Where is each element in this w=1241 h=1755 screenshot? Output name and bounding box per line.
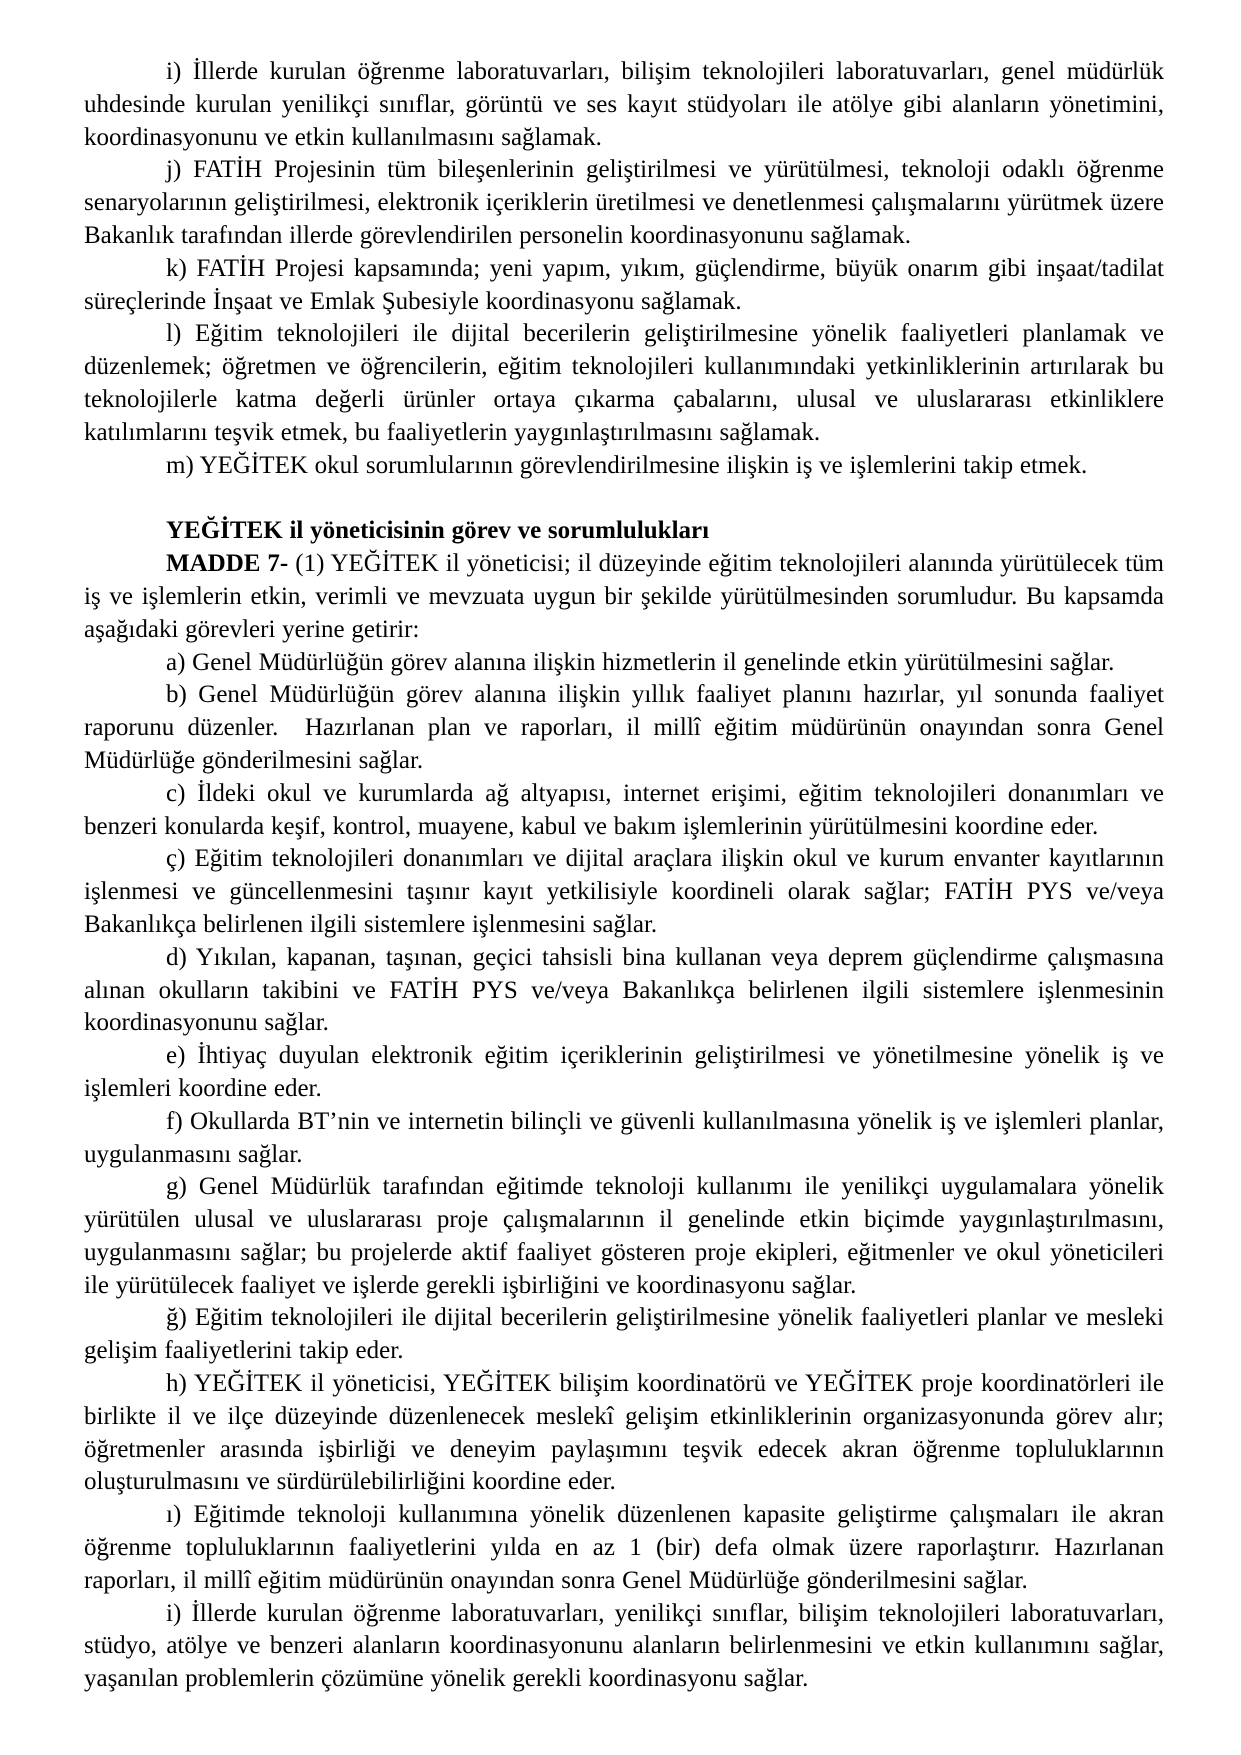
madde-7-label: MADDE 7- — [166, 550, 289, 578]
paragraph-d: d) Yıkılan, kapanan, taşınan, geçici tahsisli bina kullanan veya deprem güçlendirme çalışmasına alınan okulların takibini ve FATİH PYS ve/veya Bakanlıkça belirlenen ilgili sistemlere işlenmesinin koordinasyonunu sağlar. — [84, 943, 1164, 1037]
paragraph-c-cedilla: ç) Eğitim teknolojileri donanımları ve dijital araçlara ilişkin okul ve kurum envanter kayıtlarının işlenmesi ve güncellenmesini taşınır kayıt yetkilisiyle koordineli olarak sağlar; FATİH PYS ve/veya Bakanlıkça belirlenen ilgili sistemlere işlenmesini sağlar. — [84, 845, 1164, 938]
paragraph-i: i) İllerde kurulan öğrenme laboratuvarları, bilişim teknolojileri laboratuvarları, genel müdürlük uhdesinde kurulan yenilikçi sınıflar, görüntü ve ses kayıt stüdyoları ile atölye gibi alanların yönetimini, koordinasyonunu ve etkin kullanılmasını sağlamak. — [84, 58, 1164, 151]
paragraph-l: l) Eğitim teknolojileri ile dijital becerilerin geliştirilmesine yönelik faaliyetleri planlamak ve düzenlemek; öğretmen ve öğrencilerin, eğitim teknolojileri kullanımındaki yetkinliklerinin artırılarak bu teknolojilerle katma değerli ürünler ortaya çıkarma çabalarını, ulusal ve uluslararası etkinliklere katılımlarını teşvik etmek, bu faaliyetlerin yaygınlaştırılmasını sağlamak. — [84, 320, 1164, 446]
paragraph-i-2: i) İllerde kurulan öğrenme laboratuvarları, yenilikçi sınıflar, bilişim teknolojileri laboratuvarları, stüdyo, atölye ve benzeri alanların koordinasyonunu alanların belirlenmesini ve etkin kullanımını sağlar, yaşanılan problemlerin çözümüne yönelik gerekli koordinasyonu sağlar. — [84, 1599, 1164, 1693]
paragraph-g-breve: ğ) Eğitim teknolojileri ile dijital becerilerin geliştirilmesine yönelik faaliyetleri planlar ve mesleki gelişim faaliyetlerini takip eder. — [84, 1304, 1164, 1365]
paragraph-dotless-i: ı) Eğitimde teknoloji kullanımına yönelik düzenlenen kapasite geliştirme çalışmaları ile akran öğrenme topluluklarının faaliyetlerini yılda en az 1 (bir) defa olmak üzere raporlaştırır. Hazırlanan raporları, il millî eğitim müdürünün onayından sonra Genel Müdürlüğe gönderilmesini sağlar. — [84, 1501, 1164, 1594]
section-heading: YEĞİTEK il yöneticisinin görev ve sorumlulukları — [166, 517, 710, 545]
paragraph-f: f) Okullarda BT’nin ve internetin bilinçli ve güvenli kullanılmasına yönelik iş ve işlemleri planlar, uygulanmasını sağlar. — [84, 1107, 1164, 1168]
paragraph-j: j) FATİH Projesinin tüm bileşenlerinin geliştirilmesi ve yürütülmesi, teknoloji odaklı öğrenme senaryolarının geliştirilmesi, elektronik içeriklerin üretilmesi ve denetlenmesi çalışmalarını yürütmek üzere Bakanlık tarafından illerde görevlendirilen personelin koordinasyonunu sağlamak. — [84, 156, 1164, 249]
madde-7-body: (1) YEĞİTEK il yöneticisi; il düzeyinde eğitim teknolojileri alanında yürütülecek tüm iş ve işlemlerin etkin, verimli ve mevzuata uygun bir şekilde yürütülmesinden sorumludur. Bu kapsamda aşağıdaki görevleri yerine getirir: — [84, 550, 1164, 643]
paragraph-k: k) FATİH Projesi kapsamında; yeni yapım, yıkım, güçlendirme, büyük onarım gibi inşaat/tadilat süreçlerinde İnşaat ve Emlak Şubesiyle koordinasyonu sağlamak. — [84, 254, 1164, 315]
paragraph-b: b) Genel Müdürlüğün görev alanına ilişkin yıllık faaliyet planını hazırlar, yıl sonunda faaliyet raporunu düzenler. Hazırlanan plan ve raporları, il millî eğitim müdürünün onayından sonra Genel Müdürlüğe gönderilmesini sağlar. — [84, 681, 1164, 774]
paragraph-g: g) Genel Müdürlük tarafından eğitimde teknoloji kullanımı ile yenilikçi uygulamalara yönelik yürütülen ulusal ve uluslararası proje çalışmalarının il genelinde etkin biçimde yaygınlaştırılmasını, uygulanmasını sağlar; bu projelerde aktif faaliyet gösteren proje ekipleri, eğitmenler ve okul yöneticileri ile yürütülecek faaliyet ve işlerde gerekli işbirliğini ve koordinasyonu sağlar. — [84, 1173, 1164, 1299]
paragraph-madde-7 — [84, 548, 1164, 646]
paragraph-h: h) YEĞİTEK il yöneticisi, YEĞİTEK bilişim koordinatörü ve YEĞİTEK proje koordinatörleri ile birlikte il ve ilçe düzeyinde düzenlenecek meslekî gelişim etkinliklerinin organizasyonunda görev alır; öğretmenler arasında işbirliği ve deneyim paylaşımını teşvik edecek akran öğrenme topluluklarının oluşturulmasını ve sürdürülebilirliğini koordine eder. — [84, 1370, 1164, 1496]
paragraph-e: e) İhtiyaç duyulan elektronik eğitim içeriklerinin geliştirilmesi ve yönetilmesine yönelik iş ve işlemleri koordine eder. — [84, 1042, 1164, 1102]
paragraph-c: c) İldeki okul ve kurumlarda ağ altyapısı, internet erişimi, eğitim teknolojileri donanımları ve benzeri konularda keşif, kontrol, muayene, kabul ve bakım işlemlerinin yürütülmesini koordine eder. — [84, 779, 1164, 840]
paragraph-a: a) Genel Müdürlüğün görev alanına ilişkin hizmetlerin il genelinde etkin yürütülmesini sağlar. — [166, 648, 1115, 676]
blank-line — [84, 482, 1164, 515]
paragraph-m: m) YEĞİTEK okul sorumlularının görevlendirilmesine ilişkin iş ve işlemlerini takip etmek. — [166, 451, 1088, 479]
